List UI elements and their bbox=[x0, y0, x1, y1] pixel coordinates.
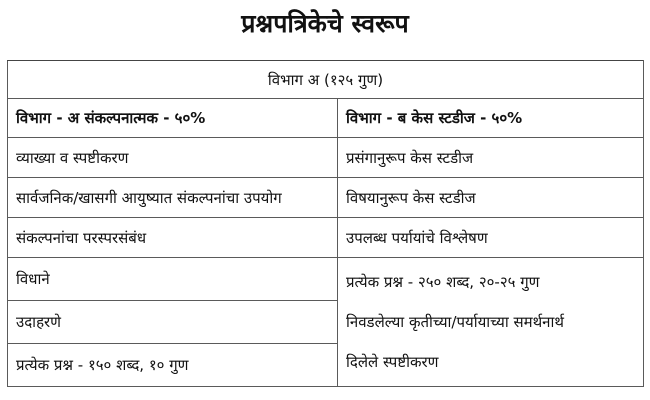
page-title: प्रश्नपत्रिकेचे स्वरूप bbox=[241, 9, 409, 38]
left-item: उदाहरणे bbox=[8, 301, 338, 344]
right-item: उपलब्ध पर्यायांचे विश्लेषण bbox=[338, 218, 644, 258]
left-item: संकल्पनांचा परस्परसंबंध bbox=[8, 218, 338, 258]
section-label: विभाग अ (१२५ गुण) bbox=[8, 61, 644, 99]
left-item: प्रत्येक प्रश्न - १५० शब्द, १० गुण bbox=[8, 344, 338, 387]
section-row bbox=[8, 61, 644, 99]
right-item: प्रसंगानुरूप केस स्टडीज bbox=[338, 138, 644, 178]
left-item: सार्वजनिक/खासगी आयुष्यात संकल्पनांचा उपयोग bbox=[8, 178, 338, 218]
left-column-header: विभाग - अ संकल्पनात्मक - ५०% bbox=[8, 99, 338, 138]
table-row bbox=[8, 178, 644, 218]
right-column-header: विभाग - ब केस स्टडीज - ५०% bbox=[338, 99, 644, 138]
table-row bbox=[8, 258, 644, 301]
paper-format-table bbox=[7, 60, 644, 387]
right-merged-line: निवडलेल्या कृतीच्या/पर्यायाच्या समर्थनार्थ bbox=[346, 313, 564, 331]
table-row bbox=[8, 218, 644, 258]
right-merged-cell bbox=[338, 258, 644, 387]
left-item: विधाने bbox=[8, 258, 338, 301]
left-item: व्याख्या व स्पष्टीकरण bbox=[8, 138, 338, 178]
table-row bbox=[8, 138, 644, 178]
header-row bbox=[8, 99, 644, 138]
right-merged-line: दिलेले स्पष्टीकरण bbox=[346, 353, 439, 371]
right-item: विषयानुरूप केस स्टडीज bbox=[338, 178, 644, 218]
right-merged-line: प्रत्येक प्रश्न - २५० शब्द, २०-२५ गुण bbox=[346, 273, 540, 291]
